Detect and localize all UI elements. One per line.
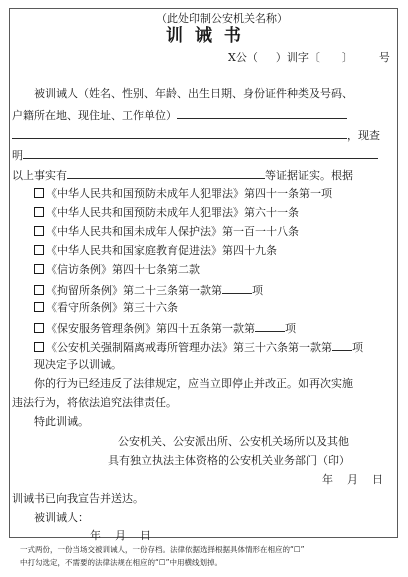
document-title: 训 诫 书 (166, 26, 244, 46)
law-item-label: 《信访条例》第四十七条第二款 (46, 263, 200, 276)
law-item-1[interactable] (34, 187, 332, 201)
checkbox-law-6[interactable] (34, 285, 44, 295)
checkbox-law-1[interactable] (34, 188, 44, 198)
subject-line-1: 被训诫人（姓名、性别、年龄、出生日期、身份证件种类及号码、 (34, 87, 353, 100)
signature-line-2: 具有独立执法主体资格的公安机关业务部门（印） (108, 454, 350, 467)
found-blank[interactable] (12, 127, 347, 139)
subject-info-blank[interactable] (177, 107, 347, 119)
checkbox-law-9[interactable] (34, 342, 44, 352)
law-item-label: 《保安服务管理条例》第四十五条第一款第 (46, 322, 255, 335)
subject-line-2 (12, 107, 347, 123)
item-number-blank-3[interactable] (332, 339, 352, 351)
evidence-blank[interactable] (67, 167, 265, 179)
footnote-line-2: 中打勾选定，不需要的法律法规在相应的“☐”中用横线划掉。 (20, 558, 222, 567)
law-item-label: 《拘留所条例》第二十三条第一款第 (46, 284, 222, 297)
doc-number-mid: ）训字〔 (275, 51, 320, 64)
facts-blank-1[interactable] (23, 147, 378, 159)
checkbox-law-7[interactable] (34, 302, 44, 312)
law-item-9[interactable] (34, 339, 363, 355)
law-item-label: 《中华人民共和国预防未成年人犯罪法》第四十一条第一项 (46, 187, 332, 200)
law-item-6[interactable] (34, 282, 263, 298)
doc-number-close: 〕 (341, 51, 353, 64)
delivered-text: 训诫书已向我宣告并送达。 (12, 492, 144, 505)
recipient-label: 被训诫人： (34, 511, 89, 524)
law-item-label: 《看守所条例》第三十六条 (46, 301, 178, 314)
document-number (228, 51, 390, 65)
item-number-blank-2[interactable] (255, 320, 285, 332)
document-page (9, 8, 398, 542)
law-item-suffix: 项 (252, 284, 263, 297)
footnote-line-1: 一式两份，一份当场交被训诫人，一份存档。法律依据选择根据具体情形在相应的“☐” (20, 545, 305, 554)
ming-text: 明 (12, 149, 23, 162)
item-number-blank-1[interactable] (222, 282, 252, 294)
law-item-5[interactable] (34, 263, 200, 277)
doc-number-prefix: X公（ (228, 51, 258, 64)
doc-number-end: 号 (378, 51, 390, 64)
checkbox-law-4[interactable] (34, 245, 44, 255)
agency-name-note: （此处印制公安机关名称） (156, 12, 288, 25)
checkbox-law-2[interactable] (34, 207, 44, 217)
signature-line-1: 公安机关、公安派出所、公安机关场所以及其他 (118, 435, 349, 448)
law-item-3[interactable] (34, 225, 299, 239)
law-item-2[interactable] (34, 206, 299, 220)
facts-end-text: 等证据证实。根据 (265, 169, 353, 182)
warning-line-1: 你的行为已经违反了法律规定，应当立即停止并改正。如再次实施 (34, 377, 353, 390)
found-line (12, 127, 380, 143)
checkbox-law-3[interactable] (34, 226, 44, 236)
law-item-label: 《中华人民共和国预防未成年人犯罪法》第六十一条 (46, 206, 299, 219)
law-item-suffix: 项 (352, 341, 363, 354)
special-text: 特此训诫。 (34, 415, 89, 428)
checkbox-law-5[interactable] (34, 264, 44, 274)
decision-text: 现决定予以训诫。 (34, 358, 122, 371)
law-item-label: 《中华人民共和国家庭教育促进法》第四十九条 (46, 244, 277, 257)
issue-date: 年 月 日 (322, 473, 383, 486)
facts-line (12, 167, 353, 183)
warning-line-2: 违法行为，将依法追究法律责任。 (12, 396, 177, 409)
receipt-date: 年 月 日 (90, 529, 151, 542)
ming-line (12, 147, 378, 163)
law-item-8[interactable] (34, 320, 296, 336)
subject-line-2-end: 位） (155, 109, 177, 122)
law-item-label: 《中华人民共和国未成年人保护法》第一百一十八条 (46, 225, 299, 238)
law-item-7[interactable] (34, 301, 178, 315)
found-end-text: ，现查 (347, 129, 380, 142)
law-item-4[interactable] (34, 244, 277, 258)
checkbox-law-8[interactable] (34, 323, 44, 333)
law-item-suffix: 项 (285, 322, 296, 335)
subject-line-2-text: 户籍所在地、现住址、工作单 (12, 109, 155, 122)
law-item-label: 《公安机关强制隔离戒毒所管理办法》第三十六条第一款第 (46, 341, 332, 354)
facts-start-text: 以上事实有 (12, 169, 67, 182)
